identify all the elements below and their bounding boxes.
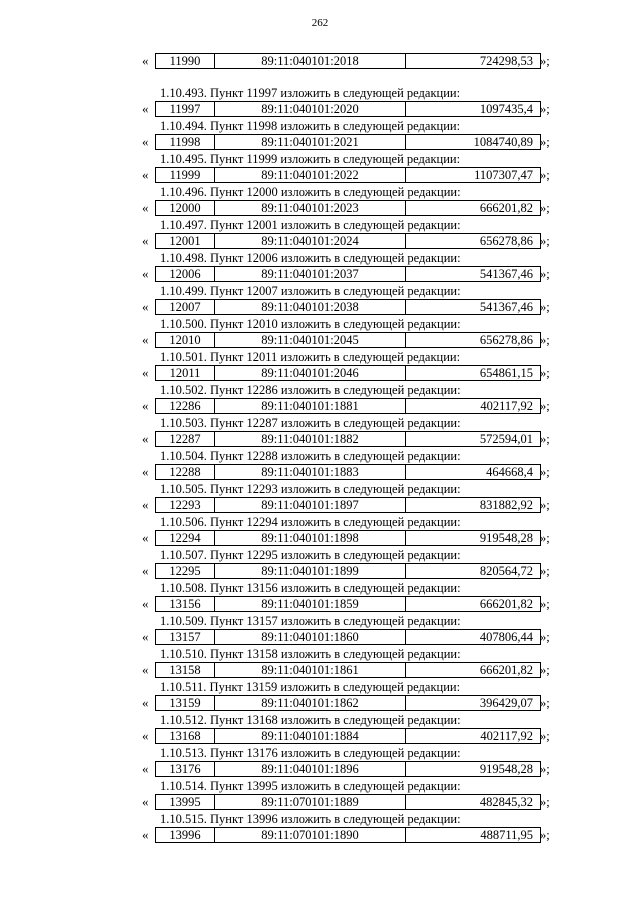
table-cells (155, 101, 541, 117)
close-quote: »; (540, 498, 550, 512)
open-quote: « (142, 53, 149, 68)
value-cell: 656278,86 (479, 234, 533, 248)
amendment-caption: 1.10.512. Пункт 13168 изложить в следующей редакции: (160, 713, 461, 727)
cadastral-number-cell: 89:11:040101:1860 (215, 630, 406, 644)
amendment-caption: 1.10.511. Пункт 13159 изложить в следующей редакции: (160, 680, 461, 694)
open-quote: « (142, 299, 149, 314)
amendment-caption: 1.10.510. Пункт 13158 изложить в следующей редакции: (160, 647, 461, 661)
table-cells (155, 365, 541, 381)
table-row (140, 233, 560, 249)
amendment-caption: 1.10.515. Пункт 13996 изложить в следующей редакции: (160, 812, 461, 826)
amendment-caption: 1.10.501. Пункт 12011 изложить в следующей редакции: (160, 350, 461, 364)
close-quote: »; (540, 267, 550, 281)
table-cells (155, 464, 541, 480)
cadastral-number-cell: 89:11:040101:1898 (215, 531, 406, 545)
table-cells (155, 53, 541, 69)
amendment-entry (140, 713, 560, 746)
amendment-entry (140, 680, 560, 713)
amendment-entry (140, 119, 560, 152)
table-row (140, 365, 560, 381)
table-cells (155, 827, 541, 843)
cadastral-number-cell: 89:11:040101:1884 (215, 729, 406, 743)
cadastral-number-cell: 89:11:040101:2038 (215, 300, 406, 314)
amendment-entry (140, 185, 560, 218)
cadastral-number-cell: 89:11:040101:2037 (215, 267, 406, 281)
amendment-entry (140, 53, 560, 86)
item-number-cell: 11999 (156, 168, 215, 182)
item-number-cell: 13996 (156, 828, 215, 842)
table-row (140, 794, 560, 810)
amendment-caption: 1.10.499. Пункт 12007 изложить в следующей редакции: (160, 284, 461, 298)
amendment-entry (140, 284, 560, 317)
open-quote: « (142, 728, 149, 743)
open-quote: « (142, 266, 149, 281)
open-quote: « (142, 365, 149, 380)
item-number-cell: 12000 (156, 201, 215, 215)
open-quote: « (142, 431, 149, 446)
open-quote: « (142, 332, 149, 347)
value-cell: 724298,53 (479, 54, 533, 68)
table-row (140, 167, 560, 183)
close-quote: »; (540, 762, 550, 776)
value-cell: 831882,92 (479, 498, 533, 512)
table-row (140, 134, 560, 150)
table-row (140, 431, 560, 447)
open-quote: « (142, 695, 149, 710)
cadastral-number-cell: 89:11:040101:1897 (215, 498, 406, 512)
close-quote: »; (540, 597, 550, 611)
close-quote: »; (540, 102, 550, 116)
amendment-entry (140, 515, 560, 548)
table-row (140, 728, 560, 744)
cadastral-number-cell: 89:11:040101:1882 (215, 432, 406, 446)
amendment-entry (140, 218, 560, 251)
cadastral-number-cell: 89:11:040101:1861 (215, 663, 406, 677)
table-row (140, 398, 560, 414)
amendment-caption: 1.10.498. Пункт 12006 изложить в следующей редакции: (160, 251, 461, 265)
amendment-caption: 1.10.507. Пункт 12295 изложить в следующей редакции: (160, 548, 461, 562)
cadastral-number-cell: 89:11:040101:1883 (215, 465, 406, 479)
table-cells (155, 761, 541, 777)
cadastral-number-cell: 89:11:040101:1896 (215, 762, 406, 776)
cadastral-number-cell: 89:11:040101:2018 (215, 54, 406, 68)
open-quote: « (142, 200, 149, 215)
table-cells (155, 233, 541, 249)
table-cells (155, 299, 541, 315)
close-quote: »; (540, 531, 550, 545)
item-number-cell: 12294 (156, 531, 215, 545)
item-number-cell: 13156 (156, 597, 215, 611)
value-cell: 541367,46 (479, 300, 533, 314)
amendment-caption: 1.10.495. Пункт 11999 изложить в следующей редакции: (160, 152, 461, 166)
item-number-cell: 12288 (156, 465, 215, 479)
value-cell: 1097435,4 (479, 102, 533, 116)
cadastral-number-cell: 89:11:040101:2022 (215, 168, 406, 182)
cadastral-number-cell: 89:11:040101:2021 (215, 135, 406, 149)
open-quote: « (142, 596, 149, 611)
table-row (140, 464, 560, 480)
amendment-entry (140, 449, 560, 482)
amendment-caption: 1.10.496. Пункт 12000 изложить в следующей редакции: (160, 185, 461, 199)
item-number-cell: 13158 (156, 663, 215, 677)
table-row (140, 827, 560, 843)
close-quote: »; (540, 795, 550, 809)
cadastral-number-cell: 89:11:040101:1899 (215, 564, 406, 578)
amendment-entry (140, 647, 560, 680)
table-cells (155, 134, 541, 150)
item-number-cell: 13176 (156, 762, 215, 776)
page-number: 262 (311, 17, 329, 29)
table-row (140, 299, 560, 315)
table-cells (155, 167, 541, 183)
value-cell: 407806,44 (479, 630, 533, 644)
amendment-caption: 1.10.514. Пункт 13995 изложить в следующей редакции: (160, 779, 461, 793)
open-quote: « (142, 464, 149, 479)
open-quote: « (142, 794, 149, 809)
amendment-caption: 1.10.493. Пункт 11997 изложить в следующей редакции: (160, 86, 461, 100)
open-quote: « (142, 827, 149, 842)
amendment-entry (140, 152, 560, 185)
close-quote: »; (540, 234, 550, 248)
cadastral-number-cell: 89:11:040101:1881 (215, 399, 406, 413)
amendment-entry (140, 779, 560, 812)
table-cells (155, 728, 541, 744)
item-number-cell: 12001 (156, 234, 215, 248)
table-row (140, 266, 560, 282)
cadastral-number-cell: 89:11:040101:1862 (215, 696, 406, 710)
close-quote: »; (540, 201, 550, 215)
open-quote: « (142, 662, 149, 677)
close-quote: »; (540, 465, 550, 479)
cadastral-number-cell: 89:11:040101:2046 (215, 366, 406, 380)
amendment-caption: 1.10.504. Пункт 12288 изложить в следующей редакции: (160, 449, 461, 463)
value-cell: 464668,4 (486, 465, 533, 479)
amendment-entry (140, 746, 560, 779)
table-cells (155, 266, 541, 282)
amendment-entry (140, 416, 560, 449)
amendment-entry (140, 383, 560, 416)
open-quote: « (142, 398, 149, 413)
value-cell: 541367,46 (479, 267, 533, 281)
value-cell: 1107307,47 (474, 168, 533, 182)
value-cell: 666201,82 (479, 201, 533, 215)
table-row (140, 53, 560, 69)
table-cells (155, 563, 541, 579)
amendment-caption: 1.10.503. Пункт 12287 изложить в следующей редакции: (160, 416, 461, 430)
cadastral-number-cell: 89:11:040101:2045 (215, 333, 406, 347)
close-quote: »; (540, 333, 550, 347)
value-cell: 488711,95 (480, 828, 533, 842)
table-cells (155, 629, 541, 645)
item-number-cell: 12295 (156, 564, 215, 578)
amendment-caption: 1.10.506. Пункт 12294 изложить в следующей редакции: (160, 515, 461, 529)
close-quote: »; (540, 696, 550, 710)
value-cell: 820564,72 (479, 564, 533, 578)
open-quote: « (142, 629, 149, 644)
table-row (140, 695, 560, 711)
open-quote: « (142, 134, 149, 149)
amendment-caption: 1.10.505. Пункт 12293 изложить в следующей редакции: (160, 482, 461, 496)
table-row (140, 101, 560, 117)
amendment-entry (140, 614, 560, 647)
cadastral-number-cell: 89:11:040101:2020 (215, 102, 406, 116)
table-row (140, 596, 560, 612)
cadastral-number-cell: 89:11:070101:1889 (215, 795, 406, 809)
table-row (140, 761, 560, 777)
table-row (140, 530, 560, 546)
table-row (140, 497, 560, 513)
item-number-cell: 12011 (156, 366, 215, 380)
table-cells (155, 695, 541, 711)
table-cells (155, 662, 541, 678)
table-cells (155, 431, 541, 447)
value-cell: 396429,07 (479, 696, 533, 710)
value-cell: 919548,28 (479, 531, 533, 545)
open-quote: « (142, 530, 149, 545)
amendment-caption: 1.10.500. Пункт 12010 изложить в следующей редакции: (160, 317, 461, 331)
table-row (140, 563, 560, 579)
item-number-cell: 13168 (156, 729, 215, 743)
close-quote: »; (540, 54, 550, 68)
open-quote: « (142, 167, 149, 182)
cadastral-number-cell: 89:11:040101:1859 (215, 597, 406, 611)
amendments-list (140, 53, 560, 845)
value-cell: 482845,32 (479, 795, 533, 809)
item-number-cell: 12286 (156, 399, 215, 413)
value-cell: 402117,92 (480, 399, 533, 413)
close-quote: »; (540, 300, 550, 314)
table-row (140, 332, 560, 348)
table-cells (155, 200, 541, 216)
item-number-cell: 13157 (156, 630, 215, 644)
table-cells (155, 596, 541, 612)
item-number-cell: 11990 (156, 54, 215, 68)
close-quote: »; (540, 729, 550, 743)
close-quote: »; (540, 564, 550, 578)
item-number-cell: 12287 (156, 432, 215, 446)
item-number-cell: 12293 (156, 498, 215, 512)
amendment-entry (140, 350, 560, 383)
table-row (140, 200, 560, 216)
amendment-entry (140, 548, 560, 581)
amendment-entry (140, 251, 560, 284)
close-quote: »; (540, 168, 550, 182)
table-row (140, 662, 560, 678)
cadastral-number-cell: 89:11:040101:2023 (215, 201, 406, 215)
close-quote: »; (540, 828, 550, 842)
close-quote: »; (540, 432, 550, 446)
close-quote: »; (540, 399, 550, 413)
item-number-cell: 12006 (156, 267, 215, 281)
close-quote: »; (540, 630, 550, 644)
amendment-caption: 1.10.502. Пункт 12286 изложить в следующей редакции: (160, 383, 461, 397)
table-cells (155, 398, 541, 414)
table-cells (155, 794, 541, 810)
amendment-caption: 1.10.508. Пункт 13156 изложить в следующей редакции: (160, 581, 461, 595)
amendment-entry (140, 317, 560, 350)
value-cell: 666201,82 (479, 663, 533, 677)
table-row (140, 629, 560, 645)
table-cells (155, 497, 541, 513)
cadastral-number-cell: 89:11:070101:1890 (215, 828, 406, 842)
amendment-entry (140, 812, 560, 845)
table-cells (155, 530, 541, 546)
amendment-entry (140, 581, 560, 614)
amendment-entry (140, 482, 560, 515)
amendment-entry (140, 86, 560, 119)
close-quote: »; (540, 366, 550, 380)
value-cell: 656278,86 (479, 333, 533, 347)
open-quote: « (142, 497, 149, 512)
item-number-cell: 11998 (156, 135, 215, 149)
open-quote: « (142, 233, 149, 248)
open-quote: « (142, 101, 149, 116)
value-cell: 654861,15 (479, 366, 533, 380)
open-quote: « (142, 563, 149, 578)
open-quote: « (142, 761, 149, 776)
value-cell: 572594,01 (479, 432, 533, 446)
amendment-caption: 1.10.494. Пункт 11998 изложить в следующей редакции: (160, 119, 461, 133)
amendment-caption: 1.10.509. Пункт 13157 изложить в следующей редакции: (160, 614, 461, 628)
item-number-cell: 12007 (156, 300, 215, 314)
value-cell: 666201,82 (479, 597, 533, 611)
value-cell: 919548,28 (479, 762, 533, 776)
table-cells (155, 332, 541, 348)
item-number-cell: 13159 (156, 696, 215, 710)
amendment-caption: 1.10.513. Пункт 13176 изложить в следующей редакции: (160, 746, 461, 760)
item-number-cell: 12010 (156, 333, 215, 347)
close-quote: »; (540, 663, 550, 677)
value-cell: 1084740,89 (473, 135, 533, 149)
value-cell: 402117,92 (480, 729, 533, 743)
amendment-caption: 1.10.497. Пункт 12001 изложить в следующей редакции: (160, 218, 461, 232)
cadastral-number-cell: 89:11:040101:2024 (215, 234, 406, 248)
item-number-cell: 11997 (156, 102, 215, 116)
item-number-cell: 13995 (156, 795, 215, 809)
close-quote: »; (540, 135, 550, 149)
